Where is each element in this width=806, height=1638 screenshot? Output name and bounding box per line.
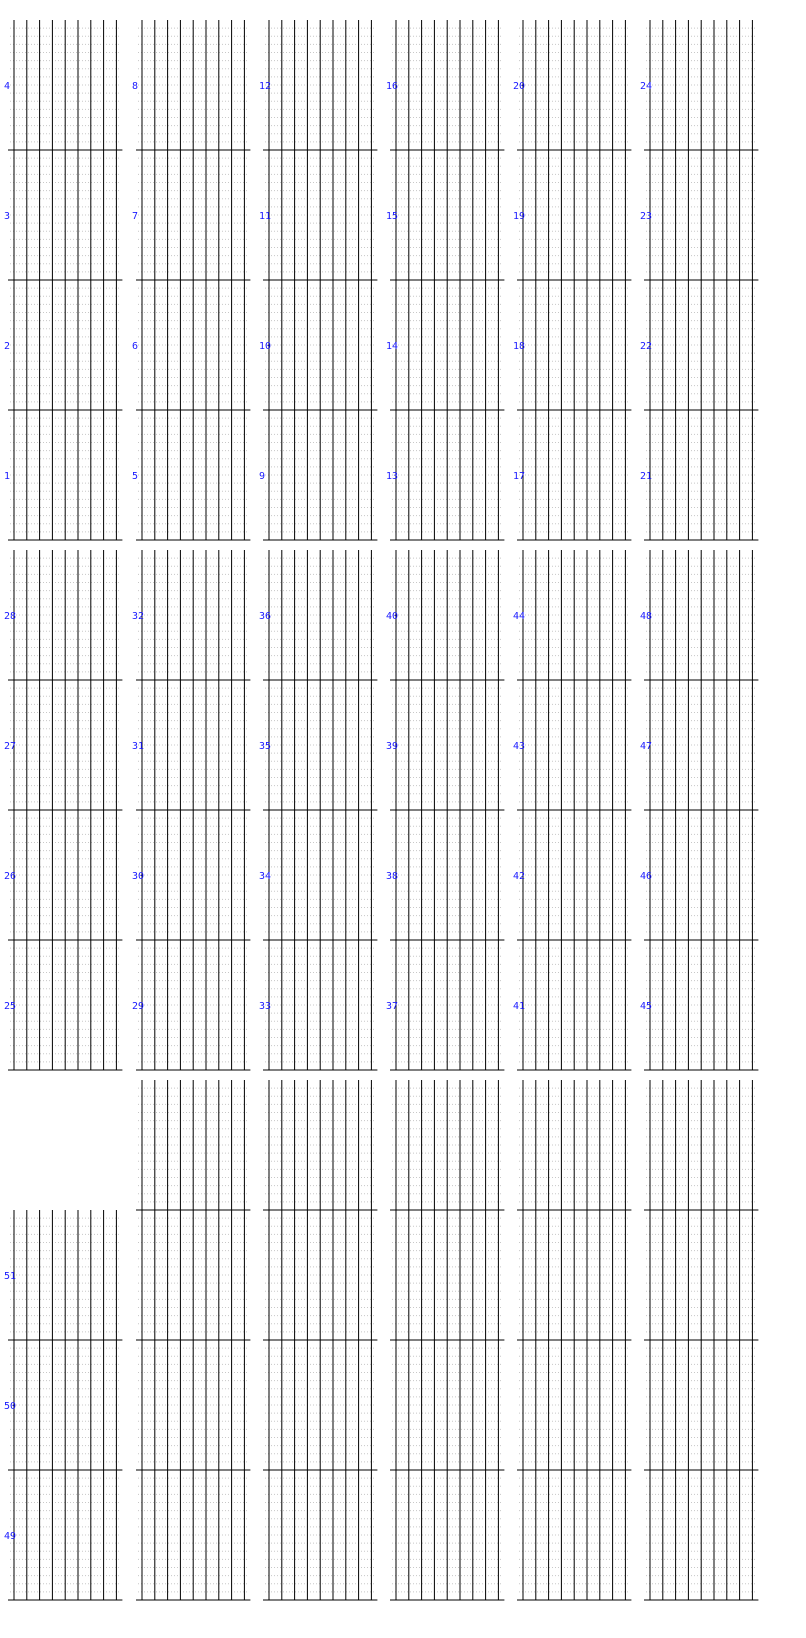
empty-measure-block[interactable]: [644, 1210, 758, 1340]
measure-number: 45: [640, 1001, 653, 1012]
measure-number: 44: [513, 611, 526, 622]
measure-block[interactable]: [4, 280, 122, 410]
measure-number: 11: [259, 211, 272, 222]
measure-number: 13: [386, 471, 399, 482]
measure-number: 16: [386, 81, 399, 92]
empty-measure-block[interactable]: [136, 1470, 250, 1600]
measure-number: 8: [132, 81, 139, 92]
measure-number: 9: [259, 471, 266, 482]
measure-number: 3: [4, 211, 11, 222]
empty-measure-block[interactable]: [263, 1340, 377, 1470]
measure-block[interactable]: [259, 550, 377, 680]
measure-number: 10: [259, 341, 272, 352]
measure-number: 1: [4, 471, 11, 482]
measure-number: 33: [259, 1001, 272, 1012]
measure-block[interactable]: [386, 150, 504, 280]
empty-measure-block[interactable]: [390, 1470, 504, 1600]
measure-number: 6: [132, 341, 139, 352]
empty-measure-block[interactable]: [517, 1080, 631, 1210]
measure-number: 41: [513, 1001, 526, 1012]
measure-block[interactable]: [132, 280, 250, 410]
measure-number: 25: [4, 1001, 17, 1012]
measure-number: 2: [4, 341, 11, 352]
empty-measure-block[interactable]: [644, 1340, 758, 1470]
empty-measure-block[interactable]: [390, 1210, 504, 1340]
measure-block[interactable]: [132, 940, 250, 1070]
measure-block[interactable]: [640, 150, 758, 280]
empty-measure-block[interactable]: [644, 1470, 758, 1600]
measure-block[interactable]: [513, 940, 631, 1070]
measure-block[interactable]: [4, 1340, 122, 1470]
measure-number: 47: [640, 741, 653, 752]
empty-measure-block[interactable]: [390, 1080, 504, 1210]
measure-block[interactable]: [640, 810, 758, 940]
measure-number: 21: [640, 471, 653, 482]
measure-block[interactable]: [4, 680, 122, 810]
measure-number: 28: [4, 611, 17, 622]
measure-number: 30: [132, 871, 145, 882]
measure-number: 50: [4, 1401, 17, 1412]
measure-number: 43: [513, 741, 526, 752]
measure-block[interactable]: [386, 20, 504, 150]
measure-number: 49: [4, 1531, 17, 1542]
measure-block[interactable]: [386, 810, 504, 940]
measure-block[interactable]: [132, 810, 250, 940]
measure-block[interactable]: [132, 20, 250, 150]
measure-block[interactable]: [4, 550, 122, 680]
measure-block[interactable]: [513, 680, 631, 810]
measure-block[interactable]: [640, 280, 758, 410]
measure-number: 42: [513, 871, 526, 882]
measure-number: 7: [132, 211, 139, 222]
measure-number: 22: [640, 341, 653, 352]
measure-block[interactable]: [132, 150, 250, 280]
empty-measure-block[interactable]: [517, 1210, 631, 1340]
measure-block[interactable]: [132, 550, 250, 680]
measure-block[interactable]: [4, 810, 122, 940]
measure-number: 4: [4, 81, 11, 92]
measure-block[interactable]: [513, 150, 631, 280]
measure-block[interactable]: [640, 20, 758, 150]
measure-number: 23: [640, 211, 653, 222]
empty-measure-block[interactable]: [517, 1470, 631, 1600]
measure-number: 27: [4, 741, 17, 752]
measure-number: 29: [132, 1001, 145, 1012]
measure-number: 15: [386, 211, 399, 222]
measure-block[interactable]: [259, 280, 377, 410]
measure-number: 31: [132, 741, 145, 752]
measure-block[interactable]: [4, 410, 122, 540]
measure-block[interactable]: [386, 940, 504, 1070]
measure-block[interactable]: [513, 550, 631, 680]
empty-measure-block[interactable]: [136, 1080, 250, 1210]
measure-number: 37: [386, 1001, 399, 1012]
measure-block[interactable]: [259, 150, 377, 280]
measure-block[interactable]: [4, 20, 122, 150]
measure-number: 14: [386, 341, 399, 352]
measure-block[interactable]: [640, 680, 758, 810]
measure-block[interactable]: [259, 810, 377, 940]
measure-number: 39: [386, 741, 399, 752]
measure-number: 32: [132, 611, 145, 622]
measure-number: 19: [513, 211, 526, 222]
empty-measure-block[interactable]: [263, 1470, 377, 1600]
measure-block[interactable]: [259, 680, 377, 810]
measure-number: 18: [513, 341, 526, 352]
measure-number: 34: [259, 871, 272, 882]
measure-block[interactable]: [4, 940, 122, 1070]
empty-measure-block[interactable]: [517, 1340, 631, 1470]
measure-number: 38: [386, 871, 399, 882]
measure-number: 26: [4, 871, 17, 882]
empty-measure-block[interactable]: [263, 1210, 377, 1340]
measure-number: 48: [640, 611, 653, 622]
measure-block[interactable]: [640, 550, 758, 680]
measure-block[interactable]: [259, 940, 377, 1070]
empty-measure-block[interactable]: [136, 1210, 250, 1340]
measure-block[interactable]: [4, 1470, 122, 1600]
measure-block[interactable]: [386, 280, 504, 410]
measure-block[interactable]: [640, 940, 758, 1070]
measure-number: 17: [513, 471, 526, 482]
measure-number: 20: [513, 81, 526, 92]
measure-block[interactable]: [4, 150, 122, 280]
empty-measure-block[interactable]: [644, 1080, 758, 1210]
empty-measure-block[interactable]: [136, 1340, 250, 1470]
measure-number: 40: [386, 611, 399, 622]
measure-block[interactable]: [513, 410, 631, 540]
empty-measure-block[interactable]: [263, 1080, 377, 1210]
measure-number: 35: [259, 741, 272, 752]
measure-block[interactable]: [259, 410, 377, 540]
measure-number: 5: [132, 471, 139, 482]
empty-measure-block[interactable]: [390, 1340, 504, 1470]
measure-block[interactable]: [386, 410, 504, 540]
measure-block[interactable]: [4, 1210, 122, 1340]
measure-number: 46: [640, 871, 653, 882]
measure-number: 51: [4, 1271, 17, 1282]
measure-number: 36: [259, 611, 272, 622]
measure-block[interactable]: [513, 20, 631, 150]
measure-block[interactable]: [386, 680, 504, 810]
measure-block[interactable]: [132, 680, 250, 810]
measure-block[interactable]: [132, 410, 250, 540]
measure-block[interactable]: [513, 810, 631, 940]
measure-number: 24: [640, 81, 653, 92]
measure-block[interactable]: [640, 410, 758, 540]
measure-block[interactable]: [386, 550, 504, 680]
measure-number: 12: [259, 81, 272, 92]
measure-block[interactable]: [259, 20, 377, 150]
measure-block[interactable]: [513, 280, 631, 410]
